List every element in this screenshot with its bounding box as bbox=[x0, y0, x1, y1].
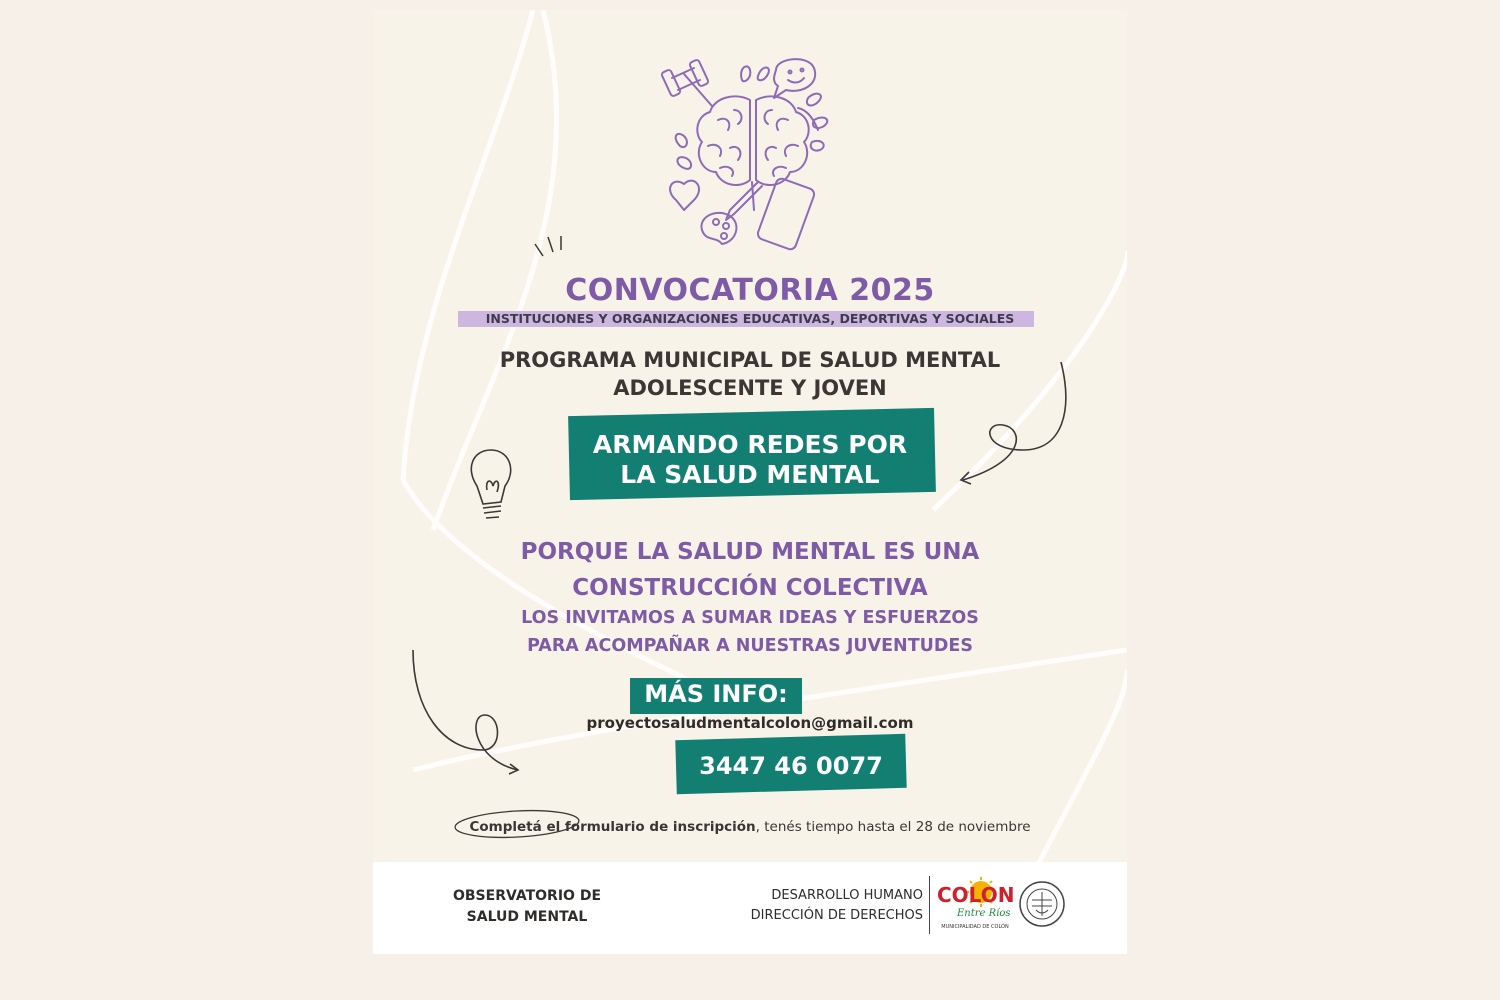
form-instructions bbox=[373, 819, 1127, 835]
message-line-3: LOS INVITAMOS A SUMAR IDEAS Y ESFUERZOS bbox=[521, 608, 979, 628]
program-line-2: ADOLESCENTE Y JOVEN bbox=[613, 376, 887, 400]
observatorio-line-2: SALUD MENTAL bbox=[466, 909, 588, 925]
logo-municipalidad-text: MUNICIPALIDAD DE COLÓN bbox=[941, 924, 1009, 930]
highlight-text bbox=[373, 430, 1127, 490]
message-line-4: PARA ACOMPAÑAR A NUESTRAS JUVENTUDES bbox=[527, 636, 973, 656]
message-headline bbox=[373, 534, 1127, 606]
program-line-1: PROGRAMA MUNICIPAL DE SALUD MENTAL bbox=[499, 348, 1001, 372]
program-name bbox=[373, 346, 1127, 402]
message-line-2: CONSTRUCCIÓN COLECTIVA bbox=[572, 575, 928, 601]
footer-department bbox=[693, 886, 923, 926]
poster bbox=[373, 10, 1127, 954]
department-line-2: DIRECCIÓN DE DERECHOS bbox=[750, 908, 923, 923]
logo-entre-rios-text: Entre Ríos bbox=[957, 908, 1011, 919]
footer-observatorio bbox=[417, 886, 637, 928]
contact-phone[interactable]: 3447 46 0077 bbox=[699, 752, 883, 780]
highlight-line-1: ARMANDO REDES POR bbox=[592, 430, 908, 459]
message-line-1: PORQUE LA SALUD MENTAL ES UNA bbox=[520, 539, 980, 565]
observatorio-line-1: OBSERVATORIO DE bbox=[452, 888, 602, 904]
subtitle: INSTITUCIONES Y ORGANIZACIONES EDUCATIVAS, DEPORTIVAS Y SOCIALES bbox=[485, 311, 1015, 326]
page-title: CONVOCATORIA 2025 bbox=[565, 273, 935, 308]
highlight-line-2: LA SALUD MENTAL bbox=[620, 460, 880, 489]
message-invitation bbox=[373, 604, 1127, 660]
municipal-seal-icon bbox=[1018, 880, 1066, 928]
info-label: MÁS INFO: bbox=[644, 680, 788, 708]
colon-municipal-logo bbox=[935, 876, 1015, 932]
contact-email[interactable]: proyectosaludmentalcolon@gmail.com bbox=[586, 714, 914, 732]
brain-illustration-icon bbox=[658, 50, 848, 270]
logo-colon-text: COLON bbox=[937, 883, 1015, 907]
form-link-text[interactable]: Completá el formulario de inscripción bbox=[469, 819, 756, 835]
footer-divider bbox=[929, 876, 930, 934]
department-line-1: DESARROLLO HUMANO bbox=[771, 888, 923, 903]
form-deadline: , tenés tiempo hasta el 28 de noviembre bbox=[755, 819, 1031, 835]
